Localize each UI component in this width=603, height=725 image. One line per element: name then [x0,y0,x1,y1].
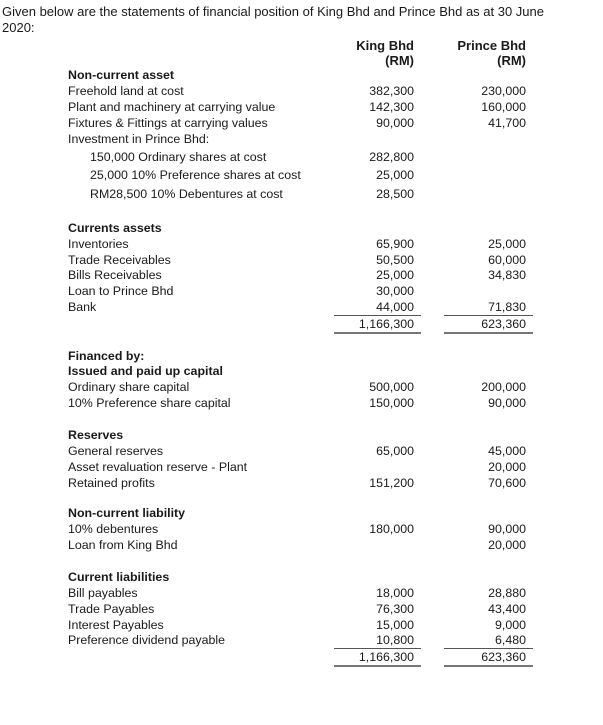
total-rule-king [334,332,421,334]
row-label: 25,000 10% Preference shares at cost [90,168,301,182]
row-label: Trade Receivables [68,253,171,267]
king-value: 25,000 [376,268,414,282]
king-value: 44,000 [376,300,414,314]
row-label: Retained profits [68,476,155,490]
king-value: 28,500 [376,187,414,201]
row-label: Ordinary share capital [68,380,190,394]
row-label: Inventories [68,237,129,251]
row-label: Loan from King Bhd [68,538,178,552]
intro-text-line-1: Given below are the statements of financial position of King Bhd and Prince Bhd as at 30 June [2,4,545,19]
row-label: Bank [68,300,97,314]
row-label: Investment in Prince Bhd: [68,132,210,146]
subtotal-rule-king [334,315,421,316]
king-value: 30,000 [376,284,414,298]
section-title-current-assets: Currents assets [68,221,162,235]
intro-text-line-2: 2020: [2,20,35,35]
prince-value: 160,000 [481,100,526,114]
row-label: Trade Payables [68,602,155,616]
prince-value: 71,830 [488,300,526,314]
king-value: 18,000 [376,586,414,600]
king-value: 150,000 [369,396,414,410]
king-value: 65,000 [376,444,414,458]
prince-value: 25,000 [488,237,526,251]
prince-value: 43,400 [488,602,526,616]
row-label: Freehold land at cost [68,84,184,98]
row-label: 10% debentures [68,522,159,536]
subtotal-rule-prince [444,315,533,316]
king-value: 382,300 [369,84,414,98]
column-header-king-bhd: King Bhd [356,38,414,53]
column-header-prince-bhd: Prince Bhd [457,38,526,53]
row-label: 150,000 Ordinary shares at cost [90,150,267,164]
total-rule-king [334,665,421,667]
column-unit-prince-bhd: (RM) [497,53,526,68]
prince-value: 90,000 [488,522,526,536]
row-label: Bill payables [68,586,138,600]
total-rule-prince [444,332,533,334]
row-label: Fixtures & Fittings at carrying values [68,116,268,130]
prince-value: 60,000 [488,253,526,267]
row-label: Asset revaluation reserve - Plant [68,460,248,474]
prince-value: 70,600 [488,476,526,490]
king-value: 142,300 [369,100,414,114]
king-value: 90,000 [376,116,414,130]
row-label: Loan to Prince Bhd [68,284,174,298]
section-title-current-liabilities: Current liabilities [68,570,170,584]
subtotal-rule-king [334,648,421,649]
king-value: 10,800 [376,633,414,647]
prince-value: 20,000 [488,538,526,552]
prince-value: 90,000 [488,396,526,410]
king-value: 151,200 [369,476,414,490]
subtotal-rule-prince [444,648,533,649]
king-value: 180,000 [369,522,414,536]
row-label: Plant and machinery at carrying value [68,100,276,114]
prince-value: 34,830 [488,268,526,282]
row-label: Preference dividend payable [68,633,226,647]
section-title-non-current-asset: Non-current asset [68,68,175,82]
total-rule-prince [444,665,533,667]
prince-value: 28,880 [488,586,526,600]
row-label: Bills Receivables [68,268,162,282]
section-subtitle-issued-capital: Issued and paid up capital [68,364,223,378]
section-title-reserves: Reserves [68,428,124,442]
prince-value: 230,000 [481,84,526,98]
prince-value: 200,000 [481,380,526,394]
row-label: Interest Payables [68,618,164,632]
king-value: 15,000 [376,618,414,632]
total-assets-king: 1,166,300 [358,317,414,331]
prince-value: 9,000 [494,618,526,632]
prince-value: 45,000 [488,444,526,458]
king-value: 76,300 [376,602,414,616]
total-assets-prince: 623,360 [481,317,526,331]
prince-value: 20,000 [488,460,526,474]
section-title-financed-by: Financed by: [68,349,145,363]
king-value: 282,800 [369,150,414,164]
total-equity-liabilities-king: 1,166,300 [358,650,414,664]
king-value: 25,000 [376,168,414,182]
total-equity-liabilities-prince: 623,360 [481,650,526,664]
king-value: 500,000 [369,380,414,394]
section-title-non-current-liability: Non-current liability [68,506,186,520]
column-unit-king-bhd: (RM) [385,53,414,68]
king-value: 50,500 [376,253,414,267]
row-label: 10% Preference share capital [68,396,231,410]
row-label: General reserves [68,444,164,458]
prince-value: 6,480 [494,633,526,647]
king-value: 65,900 [376,237,414,251]
prince-value: 41,700 [488,116,526,130]
row-label: RM28,500 10% Debentures at cost [90,187,283,201]
